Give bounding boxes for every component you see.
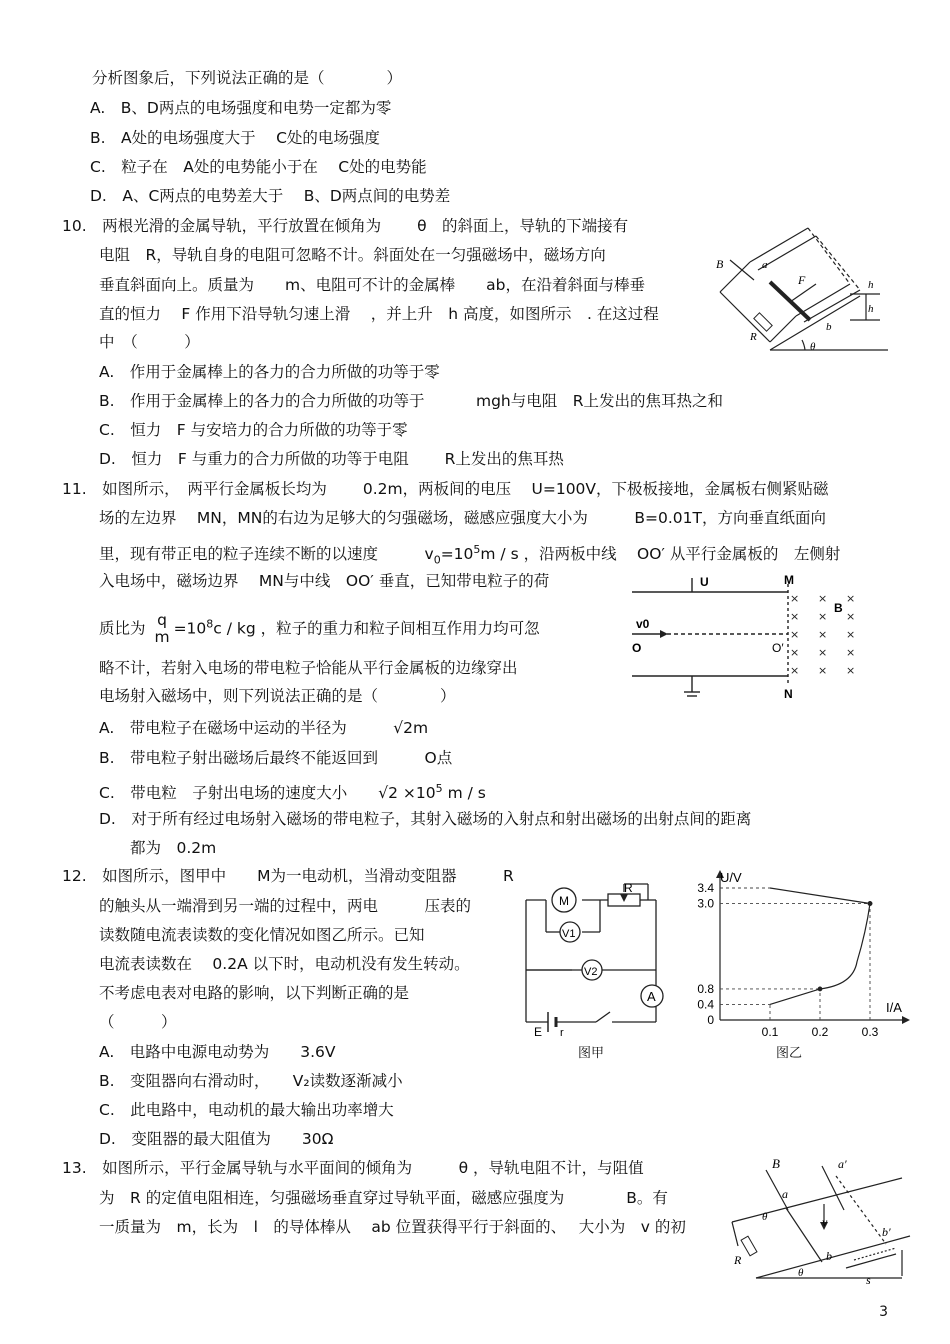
q13-label-s: s [866, 1273, 871, 1287]
q10-option-d: D. 恒力 F 与重力的合力所做的功等于电阻 R上发出的焦耳热 [99, 450, 564, 468]
q11-label-n: N [784, 687, 793, 701]
q12-label-motor: M [559, 894, 569, 908]
series-v1-line [770, 888, 870, 904]
q11-plates-field-figure [622, 570, 878, 702]
q12-label-r-internal: r [560, 1027, 564, 1039]
svg-text:×: × [790, 646, 800, 659]
svg-text:×: × [846, 646, 856, 659]
q11-line-5-eq: =10 [173, 619, 207, 638]
q10-line-5: 中 （ ） [99, 333, 200, 351]
svg-text:×: × [790, 592, 800, 605]
q11-line-3-text: 里，现有带正电的粒子连续不断的以速度 v [99, 545, 434, 564]
q9-option-b: B. A处的电场强度大于 C处的电场强度 [90, 129, 380, 147]
q11-line-3-rest: m / s ，沿两板中线 OO′ 从平行金属板的 左侧射 [480, 545, 841, 564]
q11-option-a: A. 带电粒子在磁场中运动的半径为 √2m [99, 719, 429, 737]
q13-label-a-prime: a′ [838, 1157, 847, 1171]
q13-label-b-bottom: b [826, 1249, 832, 1263]
svg-text:×: × [790, 628, 800, 641]
q12-option-d: D. 变阻器的最大阻值为 30Ω [99, 1130, 334, 1148]
svg-text:×: × [846, 628, 856, 641]
q13-line-2: 为 R 的定值电阻相连，匀强磁场垂直穿过导轨平面，磁感应强度为 B。有 [99, 1189, 668, 1207]
q9-option-d: D. A、C两点的电势差大于 B、D两点间的电势差 [90, 187, 451, 205]
svg-text:×: × [790, 610, 800, 623]
q11-line-5 [99, 612, 540, 646]
q13-label-b-prime: b′ [882, 1225, 891, 1239]
q10-option-a: A. 作用于金属棒上的各力的合力所做的功等于零 [99, 363, 440, 381]
q11-option-b: B. 带电粒子射出磁场后最终不能返回到 O点 [99, 749, 453, 767]
q12-option-b: B. 变阻器向右滑动时， V₂读数逐渐减小 [99, 1072, 403, 1090]
q10-label-force: F [798, 273, 806, 287]
data-point [818, 987, 822, 991]
y-tick-label: 3.4 [697, 881, 714, 895]
q11-line-4: 入电场中，磁场边界 MN与中线 OO′ 垂直，已知带电粒子的荷 [99, 572, 550, 590]
q10-line-3: 垂直斜面向上。质量为 m、电阻可不计的金属棒 ab，在沿着斜面与棒垂 [99, 276, 645, 294]
q11-option-d-line-1: D. 对于所有经过电场射入磁场的带电粒子，其射入磁场的入射点和射出磁场的出射点间的距离 [99, 810, 752, 828]
q10-option-b: B. 作用于金属棒上的各力的合力所做的功等于 mgh与电阻 R上发出的焦耳热之和 [99, 392, 724, 410]
q13-label-b: B [772, 1156, 780, 1171]
q11-ratio-exponent: 8 [206, 617, 214, 631]
x-tick-label: 0.2 [811, 1025, 829, 1038]
q11-label-v0: v0 [636, 617, 650, 631]
q12-graph-xlabel: I/A [886, 1000, 902, 1015]
q11-label-o-prime: O′ [772, 641, 784, 655]
y-tick-label: 0.4 [697, 997, 714, 1012]
svg-text:×: × [790, 664, 800, 677]
q13-line-3: 一质量为 m，长为 l 的导体棒从 ab 位置获得平行于斜面的、 大小为 v 的初 [99, 1218, 686, 1236]
q12-line-4: 电流表读数在 0.2A 以下时，电动机没有发生转动。 [99, 955, 470, 973]
q11-field-crosses [790, 592, 855, 677]
page-number: 3 [879, 1304, 888, 1320]
svg-text:×: × [818, 628, 828, 641]
q10-label-h: h [868, 303, 874, 315]
q12-caption-b: 图乙 [776, 1046, 803, 1061]
q11-charge-mass-fraction [154, 612, 169, 646]
q11-option-d-line-2: 都为 0.2m [130, 839, 217, 857]
q13-resistor-icon [741, 1236, 757, 1256]
q13-label-theta-top: θ [762, 1211, 768, 1223]
q11-label-o: O [632, 641, 642, 655]
y-tick-label: 3.0 [697, 896, 714, 911]
q11-line-3 [99, 540, 840, 570]
q13-label-v: v [822, 1215, 828, 1229]
y-tick-label: 0 [707, 1013, 714, 1027]
q12-graph-guides [720, 888, 870, 1020]
q12-graph-tick-labels [697, 881, 878, 1038]
q10-label-theta: θ [810, 341, 816, 353]
q12-circuit-diagram [520, 880, 670, 1040]
x-tick-label: 0.3 [861, 1025, 879, 1038]
q12-line-6: （ ） [99, 1013, 177, 1031]
q11-line-6: 略不计，若射入电场的带电粒子恰能从平行金属板的边缘穿出 [99, 659, 518, 677]
q9-option-c: C. 粒子在 A处的电势能小于在 C处的电势能 [90, 158, 427, 176]
q12-line-2: 的触头从一端滑到另一端的过程中，两电 压表的 [99, 897, 472, 915]
q10-label-b: b [826, 321, 832, 333]
q10-line-4: 直的恒力 F 作用下沿导轨匀速上滑 ，并上升 h 高度，如图所示 . 在这过程 [99, 305, 659, 323]
q11-line-7: 电场射入磁场中，则下列说法正确的是（ ） [99, 687, 456, 705]
q11-option-c [99, 779, 486, 803]
svg-text:×: × [818, 592, 828, 605]
q9-stem: 分析图象后，下列说法正确的是（ ） [92, 69, 403, 87]
q10-label-a: a [762, 259, 768, 271]
q12-ui-graph [680, 866, 915, 1038]
q10-line-2: 电阻 R，导轨自身的电阻可忽略不计。斜面处在一匀强磁场中，磁场方向 [99, 246, 606, 264]
q12-label-r: R [624, 881, 633, 895]
q11-label-b: B [834, 601, 843, 615]
data-point [868, 902, 872, 906]
q12-option-c: C. 此电路中，电动机的最大输出功率增大 [99, 1101, 394, 1119]
q13-label-r: R [734, 1253, 742, 1267]
q12-label-v1: V1 [562, 928, 576, 940]
q11-line-3-eq: =10 [440, 545, 474, 564]
q12-option-a: A. 电路中电源电动势为 3.6V [99, 1043, 336, 1061]
q12-caption-a: 图甲 [578, 1046, 605, 1061]
svg-text:×: × [846, 592, 856, 605]
q12-graph-curves [770, 888, 872, 1004]
svg-text:×: × [818, 610, 828, 623]
svg-text:×: × [846, 610, 856, 623]
q12-line-3: 读数随电流表读数的变化情况如图乙所示。已知 [99, 926, 425, 944]
q11-label-u: U [700, 575, 709, 589]
q10-option-c: C. 恒力 F 与安培力的合力所做的功等于零 [99, 421, 408, 439]
svg-text:×: × [846, 664, 856, 677]
svg-text:×: × [818, 664, 828, 677]
q12-line-1: 12. 如图所示，图甲中 M为一电动机，当滑动变阻器 R [62, 867, 514, 885]
q10-line-1: 10. 两根光滑的金属导轨，平行放置在倾角为 θ 的斜面上，导轨的下端接有 [62, 217, 629, 235]
q11-option-c-unit: m / s [447, 784, 486, 803]
q11-v-exponent: 5 [473, 543, 481, 556]
q12-x-axis-arrow-icon [902, 1016, 910, 1024]
q11-frac-den: m [154, 628, 170, 646]
q10-label-r: R [750, 331, 757, 343]
q11-option-c-text: C. 带电粒 子射出电场的速度大小 √2 ×10 [99, 784, 436, 803]
q9-option-a: A. B、D两点的电场强度和电势一定都为零 [90, 99, 392, 117]
q10-incline-figure [710, 222, 890, 358]
q12-label-ammeter: A [647, 989, 656, 1004]
q13-label-a: a [782, 1187, 788, 1201]
q11-line-5-text: 质比为 [99, 619, 146, 638]
q13-label-theta-bottom: θ [798, 1267, 804, 1279]
x-tick-label: 0.1 [761, 1025, 779, 1038]
q10-label-h-top: h [868, 279, 874, 291]
q11-option-c-exponent: 5 [435, 782, 443, 795]
q10-label-b-field: B [716, 257, 724, 271]
q12-graph-ylabel: U/V [720, 870, 742, 885]
y-tick-label: 0.8 [697, 981, 714, 996]
q12-line-5: 不考虑电表对电路的影响，以下判断正确的是 [99, 984, 410, 1002]
svg-text:×: × [818, 646, 828, 659]
q12-label-v2: V2 [584, 966, 598, 978]
q11-v-subscript: 0 [433, 553, 441, 567]
q11-line-1: 11. 如图所示， 两平行金属板长均为 0.2m，两板间的电压 U=100V，下极板接地，金属板右侧紧贴磁 [62, 480, 829, 498]
q11-velocity-arrow-icon [660, 630, 668, 638]
q11-line-2: 场的左边界 MN，MN的右边为足够大的匀强磁场，磁感应强度大小为 B=0.01T，方向垂直纸面向 [99, 509, 826, 527]
q13-incline-figure [726, 1150, 916, 1290]
q12-label-e: E [534, 1025, 543, 1039]
q13-line-1: 13. 如图所示，平行金属导轨与水平面间的倾角为 θ ，导轨电阻不计，与阻值 [62, 1159, 644, 1177]
q11-line-5-rest: c / kg ，粒子的重力和粒子间相互作用力均可忽 [213, 619, 540, 638]
q11-label-m: M [784, 573, 794, 587]
q11-frac-num: q [157, 611, 167, 629]
